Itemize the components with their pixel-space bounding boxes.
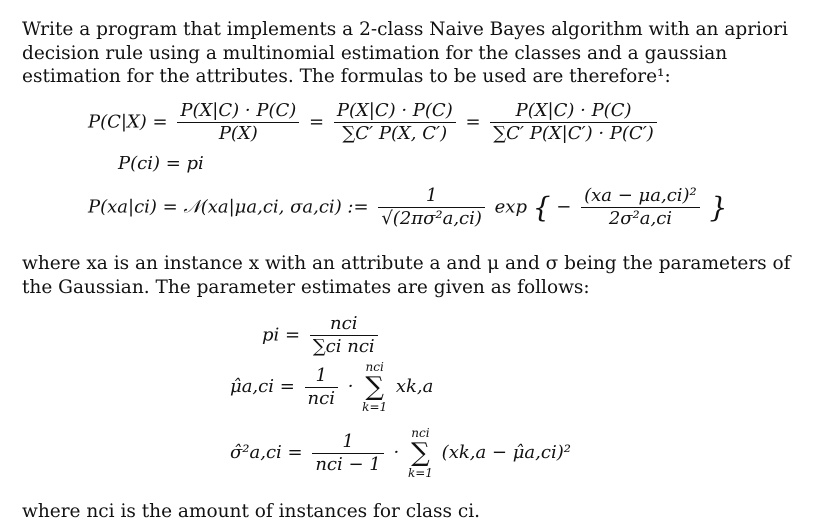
gaussian-exp-num: (xa − μa,ci)² — [581, 185, 700, 208]
mu-lhs: μ̂a,ci = — [230, 376, 295, 397]
mu-fraction — [305, 365, 338, 410]
dot-operator: · — [347, 376, 354, 397]
mu-sum — [362, 360, 387, 414]
var-fraction — [312, 431, 383, 476]
mu-den: nci — [307, 387, 335, 409]
gaussian-lhs: P(xa|ci) = 𝒩(xa|μa,ci, σa,ci) := — [88, 196, 369, 218]
gaussian-norm-den: √(2πσ²a,ci) — [381, 208, 482, 229]
brace-open: { — [532, 191, 551, 224]
mu-estimate — [230, 360, 433, 414]
bayes-fraction-3-den: ∑C′ P(X|C′) · P(C′) — [493, 123, 654, 144]
var-term: (xk,a − μ̂a,ci)² — [441, 442, 571, 463]
gaussian-norm-num: 1 — [378, 185, 485, 208]
equals-sign: = — [309, 111, 325, 133]
bayes-fraction-2 — [334, 100, 456, 145]
p-estimate — [262, 313, 382, 358]
var-den: nci − 1 — [315, 453, 381, 475]
bayes-fraction-1 — [177, 100, 299, 145]
footer-paragraph: where nci is the amount of instances for class ci. — [22, 501, 481, 522]
p-lhs: pi = — [262, 324, 301, 346]
bayes-fraction-2-den: ∑C′ P(X, C′) — [342, 123, 448, 144]
middle-paragraph: where xa is an instance x with an attribute a and μ and σ being the parameters of the Gaussian. The parameter estimates are given as follows: — [22, 253, 791, 298]
p-den: ∑ci nci — [312, 336, 375, 357]
gaussian-norm-fraction — [378, 185, 485, 230]
intro-paragraph: Write a program that implements a 2-class Naive Bayes algorithm with an apriori decision rule using a multinomial estimation for the classes and a gaussian estimation for the attributes. The formulas to be used are therefore¹: — [22, 19, 788, 87]
mu-num: 1 — [305, 365, 338, 388]
bayes-fraction-1-den: P(X) — [218, 123, 258, 144]
mu-sum-top: nci — [365, 360, 384, 374]
bayes-fraction-2-num: P(X|C) · P(C) — [334, 100, 456, 123]
mu-term: xk,a — [395, 376, 434, 397]
dot-operator: · — [393, 442, 400, 463]
var-sum — [408, 426, 433, 480]
p-fraction — [310, 313, 378, 358]
gaussian-equation — [88, 185, 727, 230]
bayes-lhs: P(C|X) = — [88, 111, 168, 133]
bayes-fraction-1-num: P(X|C) · P(C) — [177, 100, 299, 123]
var-num: 1 — [312, 431, 383, 454]
gaussian-exponent-fraction — [581, 185, 700, 230]
bayes-fraction-3 — [490, 100, 657, 145]
var-lhs: σ̂²a,ci = — [230, 442, 303, 463]
brace-close: } — [709, 191, 728, 224]
var-sum-top: nci — [411, 426, 430, 440]
equals-sign: = — [465, 111, 481, 133]
p-num: nci — [310, 313, 378, 336]
bayes-fraction-3-num: P(X|C) · P(C) — [490, 100, 657, 123]
exp-label: exp — [494, 196, 527, 218]
sum-icon: ∑ — [411, 438, 430, 468]
variance-estimate — [230, 426, 571, 480]
mu-sum-bottom: k=1 — [362, 400, 388, 414]
gaussian-exp-den: 2σ²a,ci — [608, 208, 673, 229]
sum-icon: ∑ — [365, 372, 384, 402]
prior-equation: P(ci) = pi — [118, 153, 204, 174]
var-sum-bottom: k=1 — [407, 466, 433, 480]
minus-sign: − — [556, 196, 572, 218]
bayes-equation — [88, 100, 661, 145]
